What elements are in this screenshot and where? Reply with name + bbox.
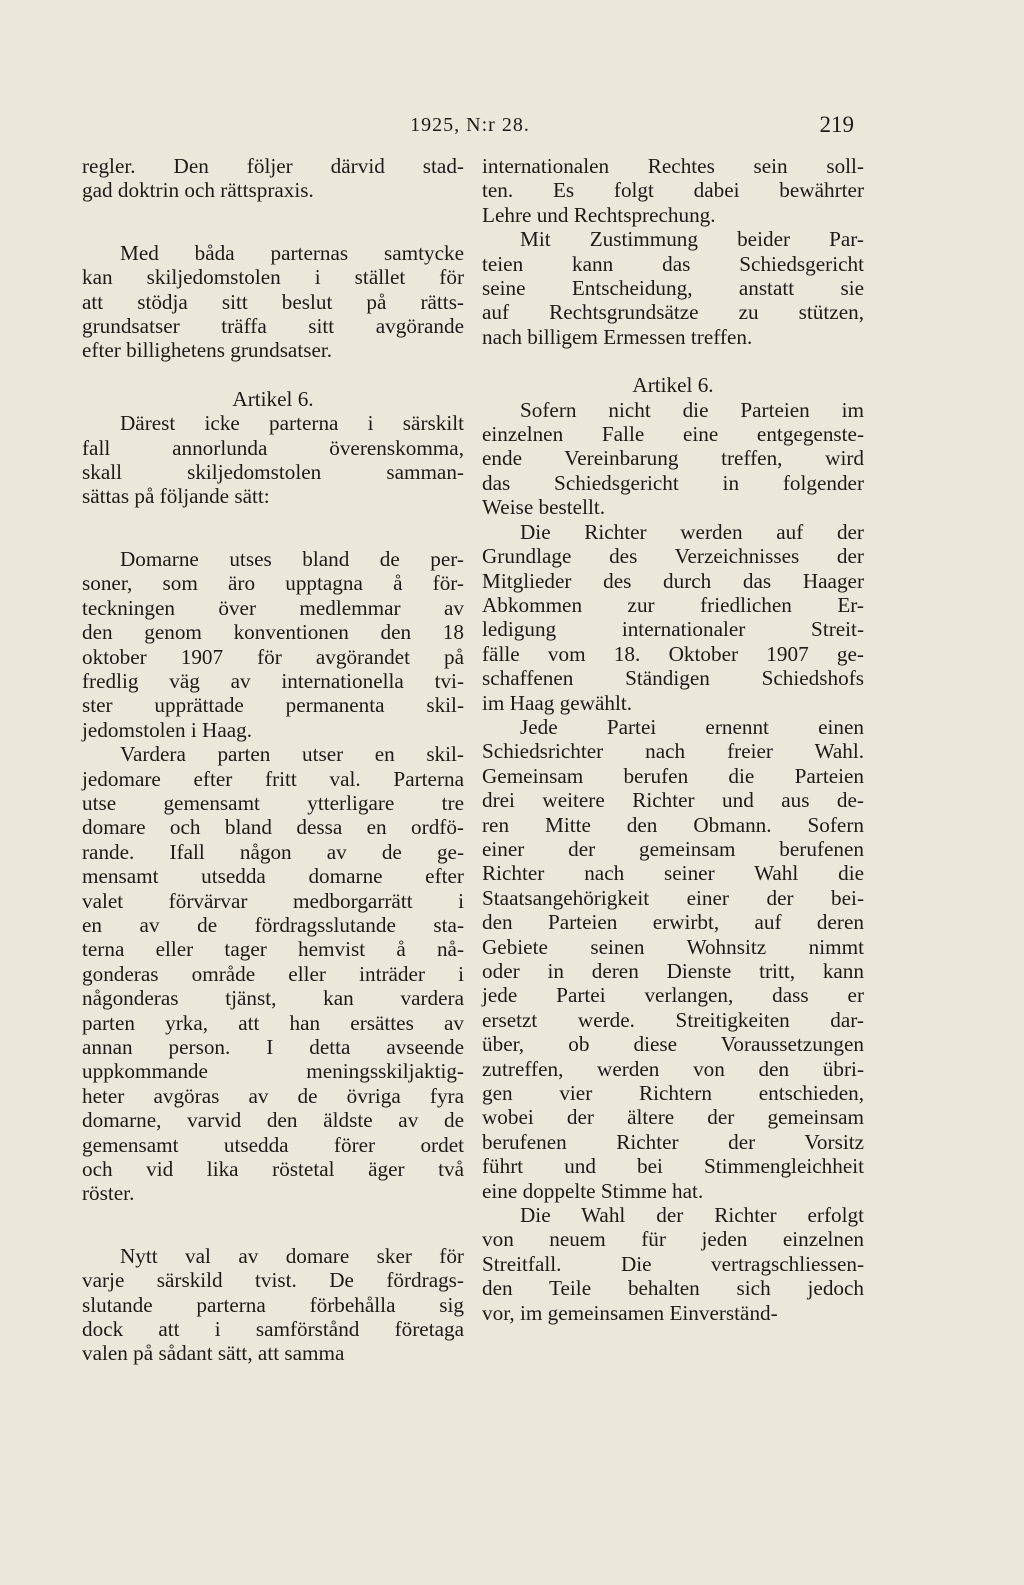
text-line: Die Richter werden auf der <box>520 519 864 544</box>
text-line: fall annorlunda överenskomma, <box>82 435 464 460</box>
text-line: internationalen Rechtes sein soll- <box>482 154 864 178</box>
german-paragraph-1 <box>482 154 864 227</box>
text-line: mensamt utsedda domarne efter <box>82 864 464 889</box>
text-line: seine Entscheidung, anstatt sie <box>482 276 864 301</box>
swedish-article-heading: Artikel 6. <box>232 386 314 411</box>
text-line: Därest icke parterna i särskilt <box>120 411 464 436</box>
text-line: röster. <box>82 1181 135 1206</box>
text-line: Jede Partei ernennt einen <box>520 714 864 739</box>
text-line: gad doktrin och rättspraxis. <box>82 178 314 203</box>
text-line: ren Mitte den Obmann. Sofern <box>482 812 864 837</box>
text-line: von neuem für jeden einzelnen <box>482 1227 864 1252</box>
german-paragraph-4 <box>482 520 864 715</box>
text-line: valet förvärvar medborgarrätt i <box>82 888 464 913</box>
swedish-paragraph-4 <box>82 547 464 742</box>
text-line: uppkommande meningsskiljaktig- <box>82 1059 464 1084</box>
text-line: Gemeinsam berufen die Parteien <box>482 763 864 788</box>
swedish-paragraph-2 <box>82 241 464 363</box>
text-line: Richter nach seiner Wahl die <box>482 861 864 886</box>
text-line: soner, som äro upptagna å för- <box>82 571 464 596</box>
page-header <box>80 108 860 144</box>
text-line: auf Rechtsgrundsätze zu stützen, <box>482 300 864 325</box>
text-line: skall skiljedomstolen samman- <box>82 460 464 485</box>
text-line: das Schiedsgericht in folgender <box>482 470 864 495</box>
text-line: oder in deren Dienste tritt, kann <box>482 959 864 983</box>
text-line: någonderas tjänst, kan vardera <box>82 986 464 1011</box>
text-line: gen vier Richtern entschieden, <box>482 1081 864 1106</box>
text-line: Med båda parternas samtycke <box>120 240 464 265</box>
text-line: ende Vereinbarung treffen, wird <box>482 446 864 471</box>
text-line: eine doppelte Stimme hat. <box>482 1178 704 1203</box>
german-paragraph-2 <box>482 227 864 349</box>
german-paragraph-3 <box>482 398 864 520</box>
text-line: teien kann das Schiedsgericht <box>482 251 864 276</box>
text-line: gemensamt utsedda förer ordet <box>82 1132 464 1157</box>
text-line: gonderas område eller inträder i <box>82 961 464 986</box>
text-line: valen på sådant sätt, att samma <box>82 1341 345 1366</box>
text-line: drei weitere Richter und aus de- <box>482 788 864 813</box>
text-line: domarne, varvid den äldste av de <box>82 1108 464 1133</box>
text-line: vor, im gemeinsamen Einverständ- <box>482 1300 778 1325</box>
swedish-paragraph-3 <box>82 411 464 509</box>
text-line: über, ob diese Voraussetzungen <box>482 1032 864 1057</box>
text-line: varje särskild tvist. De fördrags- <box>82 1268 464 1293</box>
swedish-paragraph-6 <box>82 1244 464 1366</box>
text-line: schaffenen Ständigen Schiedshofs <box>482 666 864 691</box>
text-line: Weise bestellt. <box>482 495 606 520</box>
text-line: ledigung internationaler Streit- <box>482 617 864 642</box>
text-line: Domarne utses bland de per- <box>120 546 464 571</box>
text-line: Abkommen zur friedlichen Er- <box>482 592 864 617</box>
german-paragraph-6 <box>482 1203 864 1325</box>
text-line: einzelnen Falle eine entgegenste- <box>482 422 864 447</box>
text-line: Gebiete seinen Wohnsitz nimmt <box>482 934 864 959</box>
text-line: Grundlage des Verzeichnisses der <box>482 544 864 569</box>
german-paragraph-5 <box>482 715 864 1203</box>
text-line: Sofern nicht die Parteien im <box>520 397 864 422</box>
text-line: wobei der ältere der gemeinsam <box>482 1105 864 1130</box>
text-line: slutande parterna förbehålla sig <box>82 1292 464 1317</box>
text-line: dock att i samförstånd företaga <box>82 1317 464 1342</box>
text-line: regler. Den följer därvid stad- <box>82 154 464 178</box>
text-line: den genom konventionen den 18 <box>82 620 464 645</box>
text-line: Schiedsrichter nach freier Wahl. <box>482 739 864 764</box>
swedish-paragraph-1 <box>82 154 464 203</box>
text-line: kan skiljedomstolen i stället för <box>82 265 464 290</box>
swedish-paragraph-5 <box>82 742 464 1206</box>
text-line: Staatsangehörigkeit einer der bei- <box>482 885 864 910</box>
text-line: ster upprättade permanenta skil- <box>82 693 464 718</box>
text-line: nach billigem Ermessen treffen. <box>482 324 753 349</box>
text-line: heter avgöras av de övriga fyra <box>82 1083 464 1108</box>
text-line: teckningen över medlemmar av <box>82 595 464 620</box>
page-number: 219 <box>819 112 854 137</box>
text-line: jedomstolen i Haag. <box>82 717 253 742</box>
text-line: den Parteien erwirbt, auf deren <box>482 910 864 935</box>
text-line: utse gemensamt ytterligare tre <box>82 790 464 815</box>
text-line: annan person. I detta avseende <box>82 1035 464 1059</box>
text-line: ten. Es folgt dabei bewährter <box>482 178 864 203</box>
swedish-column <box>82 154 464 1366</box>
text-line: Mitglieder des durch das Haager <box>482 568 864 593</box>
text-line: och vid lika röstetal äger två <box>82 1157 464 1182</box>
german-column <box>482 154 864 1325</box>
text-line: ersetzt werde. Streitigkeiten dar- <box>482 1007 864 1032</box>
text-line: Lehre und Rechtsprechung. <box>482 202 716 227</box>
text-line: im Haag gewählt. <box>482 690 633 715</box>
text-line: führt und bei Stimmengleichheit <box>482 1154 864 1179</box>
text-line: fredlig väg av internationella tvi- <box>82 668 464 693</box>
text-line: Die Wahl der Richter erfolgt <box>520 1203 864 1228</box>
text-line: Nytt val av domare sker för <box>120 1243 464 1268</box>
text-line: jede Partei verlangen, dass er <box>482 983 864 1008</box>
text-line: parten yrka, att han ersättes av <box>82 1010 464 1035</box>
text-line: efter billighetens grundsatser. <box>82 338 333 363</box>
text-line: fälle vom 18. Oktober 1907 ge- <box>482 641 864 666</box>
text-line: Vardera parten utser en skil- <box>120 742 464 767</box>
text-line: Streitfall. Die vertragschliessen- <box>482 1251 864 1276</box>
text-line: en av de fördragsslutande sta- <box>82 912 464 937</box>
text-line: att stödja sitt beslut på rätts- <box>82 289 464 314</box>
german-article-heading: Artikel 6. <box>632 373 714 398</box>
text-line: domare och bland dessa en ordfö- <box>82 815 464 840</box>
text-line: grundsatser träffa sitt avgörande <box>82 314 464 339</box>
text-line: den Teile behalten sich jedoch <box>482 1276 864 1301</box>
text-line: einer der gemeinsam berufenen <box>482 836 864 861</box>
text-line: rande. Ifall någon av de ge- <box>82 839 464 864</box>
text-line: jedomare efter fritt val. Parterna <box>82 766 464 791</box>
text-line: terna eller tager hemvist å nå- <box>82 937 464 962</box>
text-line: oktober 1907 för avgörandet på <box>82 644 464 669</box>
text-line: zutreffen, werden von den übri- <box>482 1056 864 1081</box>
running-head: 1925, N:r 28. <box>410 114 530 136</box>
text-line: sättas på följande sätt: <box>82 484 270 509</box>
text-line: Mit Zustimmung beider Par- <box>520 227 864 252</box>
text-line: berufenen Richter der Vorsitz <box>482 1129 864 1154</box>
